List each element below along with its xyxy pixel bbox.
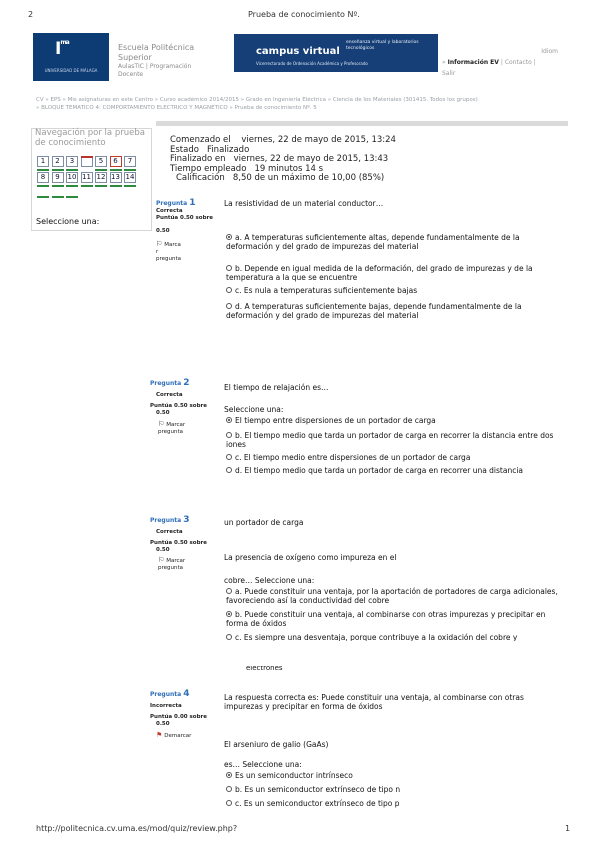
info-ev-link[interactable]: Información EV — [447, 59, 499, 66]
radio-selected-icon[interactable] — [226, 611, 232, 617]
nav-question-button[interactable]: 9 — [52, 172, 64, 183]
quiz-nav-grid — [33, 152, 151, 212]
question-status: Correcta — [156, 529, 183, 535]
nav-status-bar — [52, 169, 64, 171]
summary-time: Tiempo empleado 19 minutos 14 s — [170, 163, 324, 174]
question-4-text: El arseniuro de galio (GaAs) — [224, 740, 329, 749]
option[interactable]: c. Es siempre una desventaja, porque contribuye a la oxidación del cobre y — [226, 633, 566, 641]
nav-status-bar — [124, 185, 136, 187]
nav-question-button[interactable]: 1 — [37, 156, 49, 167]
radio-icon[interactable] — [226, 432, 232, 438]
bullet: » — [442, 59, 446, 66]
option[interactable]: d. El tiempo medio que tarda un portador de carga en recorrer una distancia — [226, 466, 566, 475]
print-page-number: 2 — [28, 10, 34, 19]
summary-state: Estado Finalizado — [170, 144, 250, 155]
language-link[interactable]: Idiom — [541, 48, 558, 55]
radio-icon[interactable] — [226, 303, 232, 309]
attempt-summary — [170, 136, 570, 184]
question-number: Pregunta 2 — [150, 378, 190, 388]
flag-icon: ⚐ — [156, 240, 163, 248]
question-score: Puntúa 0.50 sobre — [156, 215, 213, 221]
question-3-tail: electrones — [246, 666, 283, 672]
radio-icon[interactable] — [226, 786, 232, 792]
question-3-text-cont: cobre… Seleccione una: — [224, 576, 315, 585]
campus-virtual-banner[interactable] — [234, 34, 438, 72]
question-number: Pregunta 3 — [150, 515, 190, 525]
nav-status-bar — [124, 169, 136, 171]
question-score-max: 0.50 — [156, 721, 170, 727]
question-score-max: 0.50 — [156, 228, 170, 234]
exit-link[interactable]: Salir — [442, 70, 456, 77]
nav-question-button[interactable]: 13 — [111, 173, 120, 181]
school-links-line2[interactable]: Docente — [118, 71, 144, 78]
option[interactable]: a. Puede constituir una ventaja, por la aportación de portadores de carga adicionales, favoreciendo así la conductividad del cobre — [226, 587, 558, 605]
logo-caption: UNIVERSIDAD DE MÁLAGA — [44, 68, 98, 73]
nav-status-bar — [81, 185, 93, 187]
print-title: Prueba de conocimiento Nº. — [248, 10, 360, 19]
question-score: Puntúa 0.50 sobre — [150, 540, 207, 546]
nav-status-bar — [81, 156, 93, 158]
nav-question-button[interactable]: 10 — [67, 173, 77, 181]
option[interactable]: b. El tiempo medio que tarda un portador de carga en recorrer la distancia entre dos iones — [226, 431, 554, 449]
nav-status-bar — [95, 185, 107, 187]
question-score-max: 0.50 — [156, 410, 170, 416]
question-status: Incorrecta — [150, 703, 182, 709]
nav-question-button[interactable]: 2 — [52, 156, 64, 167]
flag-question-button[interactable]: ⚐ Marcar pregunta — [158, 420, 186, 435]
nav-status-bar — [66, 169, 78, 171]
question-3-carryover: un portador de carga — [224, 518, 304, 527]
campus-title: campus virtual — [256, 46, 340, 57]
print-url: http://politecnica.cv.uma.es/mod/quiz/review.php? — [36, 824, 238, 833]
nav-question-button[interactable]: 14 — [125, 173, 135, 181]
nav-status-bar — [66, 196, 78, 198]
nav-status-bar — [110, 185, 122, 187]
nav-status-bar — [52, 196, 64, 198]
nav-status-bar — [110, 169, 122, 171]
radio-icon[interactable] — [226, 265, 232, 271]
radio-icon[interactable] — [226, 454, 232, 460]
breadcrumb-line1[interactable]: CV » EPS » Mis asignaturas en este Centro » Curso académico 2014/2015 » Grado en Ingeniería Eléctrica » Ciencia de los Materiales (301415. Todos los grupos) — [36, 97, 478, 103]
nav-question-button[interactable]: 12 — [96, 173, 106, 181]
option[interactable]: Es un semiconductor intrínseco — [226, 771, 566, 780]
question-number: Pregunta 4 — [150, 689, 190, 699]
question-4-text-cont: es… Seleccione una: — [224, 760, 302, 769]
radio-icon[interactable] — [226, 800, 232, 806]
question-score-max: 0.50 — [156, 547, 170, 553]
option[interactable]: a. A temperaturas suficientemente altas, depende fundamentalmente de la deformación y del grado de impurezas del material — [226, 233, 520, 251]
radio-icon[interactable] — [226, 467, 232, 473]
flag-icon: ⚐ — [158, 556, 165, 564]
flag-question-button[interactable]: ⚐ Marcar pregunta — [158, 556, 186, 571]
question-3-text: La presencia de oxígeno como impureza en el — [224, 553, 397, 562]
select-one-label: Seleccione una: — [224, 405, 284, 414]
university-logo[interactable] — [33, 33, 109, 81]
logo-mark: Ⅰ$^{ma}$ — [55, 39, 69, 59]
question-status: Correcta — [156, 392, 183, 398]
nav-status-bar — [37, 169, 49, 171]
option[interactable]: b. Depende en igual medida de la deformación, del grado de impurezas y de la temperatura a la que se encuentre — [226, 264, 533, 282]
nav-question-button[interactable]: 7 — [124, 156, 136, 167]
school-name-line2: Superior — [118, 53, 152, 62]
nav-question-button[interactable]: 8 — [37, 172, 49, 183]
nav-question-button[interactable]: 11 — [82, 173, 91, 181]
question-4-feedback: La respuesta correcta es: Puede constituir una ventaja, al combinarse con otras impurezas y precipitar en forma de óxidos — [224, 693, 524, 711]
option[interactable]: c. El tiempo medio entre dispersiones de un portador de carga — [226, 453, 566, 462]
flag-icon: ⚐ — [158, 420, 165, 428]
school-block — [118, 43, 228, 79]
quiz-navigation-title: Navegación por la prueba de conocimiento — [35, 128, 145, 148]
breadcrumb-line2[interactable]: » BLOQUE TEMÁTICO 4: COMPORTAMIENTO ELÉCTRICO Y MAGNÉTICO » Prueba de conocimiento Nº. 5 — [36, 104, 317, 111]
breadcrumb — [36, 97, 568, 112]
question-1-info — [156, 198, 218, 263]
campus-tagline: enseñanza virtual y laboratorios tecnológicos — [346, 40, 419, 51]
nav-status-bar — [52, 185, 64, 187]
question-3-info — [150, 515, 214, 572]
question-1-text: La resistividad de un material conductor… — [224, 199, 384, 208]
question-score: Puntúa 0.50 sobre — [150, 403, 207, 409]
nav-status-bar — [66, 185, 78, 187]
question-4-info — [150, 689, 214, 740]
campus-subtitle: Vicerrectorado de Ordenación Académica y Profesorado — [256, 61, 368, 66]
print-footer-page: 1 — [565, 824, 571, 833]
summary-started: Comenzado el viernes, 22 de mayo de 2015, 13:24 — [170, 135, 396, 145]
unflag-question-button[interactable]: ⚑ Demarcar — [156, 731, 192, 739]
option[interactable]: b. Puede constituir una ventaja, al combinarse con otras impurezas y precipitar en forma de óxidos — [226, 610, 546, 628]
summary-finished: Finalizado en viernes, 22 de mayo de 2015, 13:43 — [170, 154, 389, 164]
question-number: Pregunta 1 — [156, 198, 196, 208]
nav-status-bar — [95, 169, 107, 171]
question-score: Puntúa 0.00 sobre — [150, 714, 207, 720]
nav-question-button[interactable]: 6 — [110, 156, 122, 167]
summary-grade: Calificación 8,50 de un máximo de 10,00 (85%) — [176, 173, 385, 183]
nav-question-button[interactable]: 3 — [66, 156, 78, 167]
school-name-line1: Escuela Politécnica — [118, 43, 195, 52]
school-links-line1[interactable]: AulasTIC | Programación — [118, 63, 192, 70]
question-2-info — [150, 378, 214, 436]
nav-question-button[interactable] — [81, 156, 93, 167]
flag-question-button[interactable]: ⚐ Marca r pregunta — [156, 240, 182, 262]
separator: | — [533, 59, 536, 66]
nav-question-button[interactable]: 5 — [95, 156, 107, 167]
separator: | — [500, 59, 503, 66]
top-links — [442, 46, 572, 79]
option[interactable]: c. Es nula a temperaturas suficientemente bajas — [226, 286, 566, 295]
radio-selected-icon[interactable] — [226, 772, 232, 778]
option[interactable]: b. Es un semiconductor extrínseco de tipo n — [226, 785, 566, 794]
option[interactable]: d. A temperaturas suficientemente bajas, depende fundamentalmente de la deformación y del grado de impurezas del material — [226, 302, 522, 320]
question-2-text: El tiempo de relajación es… — [224, 383, 329, 392]
nav-status-bar — [37, 185, 49, 187]
radio-icon[interactable] — [226, 634, 232, 640]
radio-icon[interactable] — [226, 588, 232, 594]
option[interactable]: c. Es un semiconductor extrínseco de tipo p — [226, 799, 566, 808]
question-status: Correcta — [156, 208, 183, 214]
flag-filled-icon: ⚑ — [156, 731, 163, 739]
option[interactable]: El tiempo entre dispersiones de un portador de carga — [226, 416, 566, 425]
nav-status-bar — [37, 196, 49, 198]
radio-selected-icon[interactable] — [226, 234, 232, 240]
content-divider — [156, 121, 568, 126]
radio-icon[interactable] — [226, 287, 232, 293]
nav-select-label: Seleccione una: — [36, 217, 100, 226]
radio-selected-icon[interactable] — [226, 417, 232, 423]
contact-link[interactable]: Contacto — [504, 59, 532, 66]
